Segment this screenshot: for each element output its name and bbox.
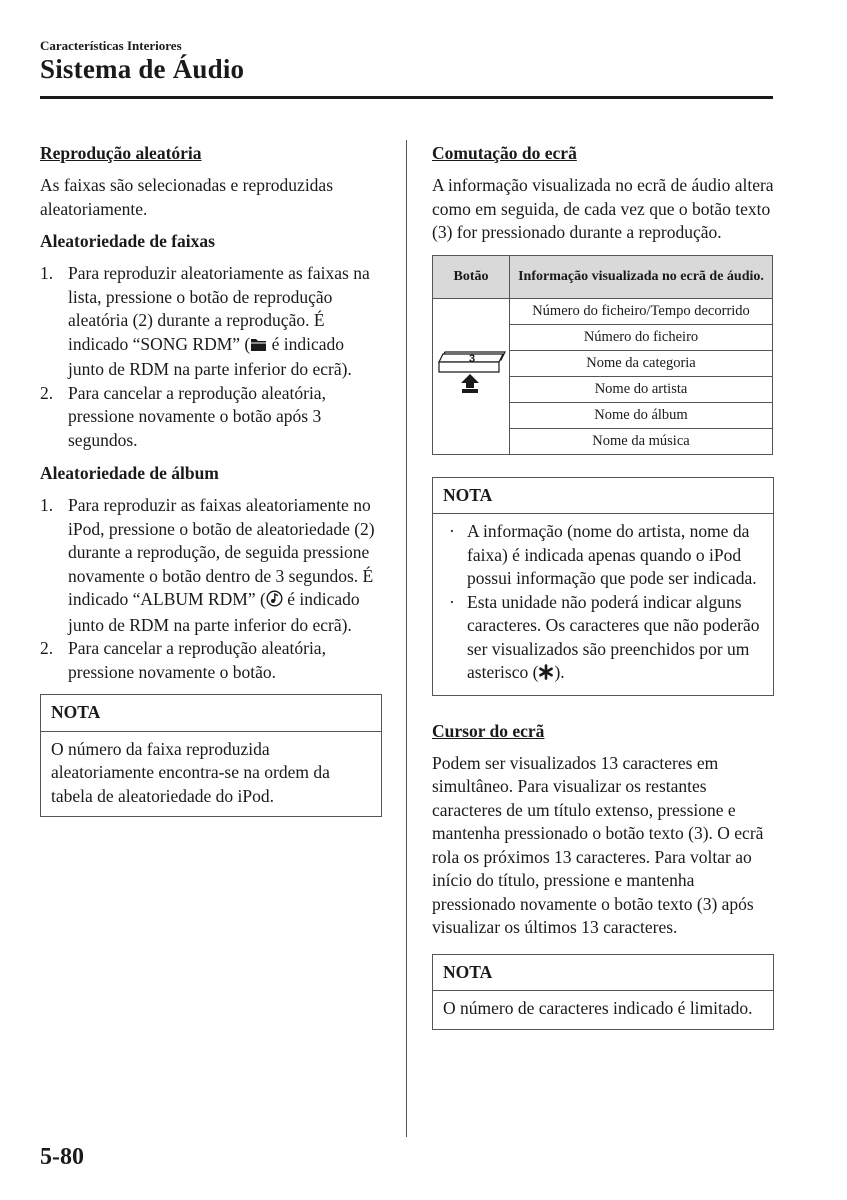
random-playback-heading: Reprodução aleatória bbox=[40, 143, 202, 163]
list-item bbox=[40, 262, 382, 382]
album-random-steps bbox=[40, 494, 382, 684]
step-number: 1. bbox=[40, 495, 54, 515]
asterisk-icon bbox=[538, 663, 554, 687]
track-random-heading: Aleatoriedade de faixas bbox=[40, 231, 215, 251]
note-box bbox=[432, 954, 774, 1030]
text-button-icon bbox=[433, 342, 509, 402]
text-button-label: 3 bbox=[469, 352, 476, 365]
table-cell: Nome do artista bbox=[510, 376, 773, 402]
bullet-mark: · bbox=[449, 521, 455, 541]
display-switch-intro: A informação visualizada no ecrã de áudio altera como em seguida, de cada vez que o botão texto (3) for pressionado durante a reprodução. bbox=[432, 175, 774, 242]
step-text-end: é indicado junto de RDM na parte inferior do ecrã). bbox=[68, 333, 352, 379]
random-playback-intro: As faixas são selecionadas e reproduzidas aleatoriamente. bbox=[40, 175, 334, 219]
step-number: 2. bbox=[40, 382, 54, 403]
display-switch-heading: Comutação do ecrã bbox=[432, 143, 577, 163]
table-cell: Nome do álbum bbox=[510, 402, 773, 428]
step-text-start: Para reproduzir aleatoriamente as faixas na lista, pressione o botão de reprodução aleatória (2) durante a reprodução. É indicado “SONG RDM” ( bbox=[68, 263, 370, 354]
display-cursor-heading: Cursor do ecrã bbox=[432, 720, 545, 741]
list-item bbox=[40, 382, 382, 453]
folder-icon bbox=[250, 335, 267, 359]
step-number: 1. bbox=[40, 263, 54, 283]
bullet-text bbox=[467, 591, 763, 687]
note-title: NOTA bbox=[41, 695, 381, 732]
note-text: O número de caracteres indicado é limitado. bbox=[443, 998, 753, 1018]
list-item bbox=[40, 494, 382, 637]
page-number: 5-80 bbox=[40, 1144, 84, 1170]
header-divider bbox=[40, 96, 773, 99]
step-text: Para cancelar a reprodução aleatória, pressione novamente o botão. bbox=[68, 638, 326, 682]
bullet-mark: · bbox=[449, 591, 455, 612]
step-text bbox=[68, 494, 382, 637]
album-random-heading: Aleatoriedade de álbum bbox=[40, 463, 219, 483]
step-text: Para cancelar a reprodução aleatória, pressione novamente o botão após 3 segundos. bbox=[68, 382, 326, 450]
bullet-text-start: Esta unidade não poderá indicar alguns caracteres. Os caracteres que não poderão ser visualizados são preenchidos por um asterisco ( bbox=[467, 591, 760, 682]
note-bullets bbox=[433, 514, 773, 695]
left-column bbox=[40, 142, 382, 827]
display-cursor-text: Podem ser visualizados 13 caracteres em simultâneo. Para visualizar os restantes caracteres de um título extenso, pressione e mantenha pressionado o botão texto (3). O ecrã rola os próximos 13 caracteres. Para voltar ao início do título, pressione e mantenha pressionado novamente o botão texto (3) após visualizar os últimos 13 caracteres. bbox=[432, 752, 764, 937]
table-cell: Número do ficheiro bbox=[510, 324, 773, 350]
table-header-info: Informação visualizada no ecrã de áudio. bbox=[510, 255, 773, 298]
list-item bbox=[443, 591, 763, 687]
step-text-start: Para reproduzir as faixas aleatoriamente no iPod, pressione o botão de aleatoriedade (2) durante a reprodução, de seguida pressione novamente o botão dentro de 3 segundos. É indicado “ALBUM RDM” ( bbox=[68, 495, 375, 609]
note-title: NOTA bbox=[433, 478, 773, 515]
column-divider bbox=[406, 140, 407, 1137]
display-info-table bbox=[432, 255, 773, 455]
page-title: Sistema de Áudio bbox=[40, 54, 245, 84]
right-column bbox=[432, 142, 774, 1040]
table-row bbox=[433, 298, 773, 324]
bullet-text: A informação (nome do artista, nome da faixa) é indicada apenas quando o iPod possui informação que pode ser indicada. bbox=[467, 521, 757, 588]
note-text: O número da faixa reproduzida aleatoriamente encontra-se na ordem da tabela de aleatoriedade do iPod. bbox=[51, 738, 330, 806]
step-number: 2. bbox=[40, 638, 54, 658]
text-button-illustration bbox=[433, 298, 510, 454]
step-text bbox=[68, 262, 382, 382]
track-random-steps bbox=[40, 262, 382, 452]
table-cell: Número do ficheiro/Tempo decorrido bbox=[510, 298, 773, 324]
table-cell: Nome da música bbox=[510, 428, 773, 454]
bullet-text-end: ). bbox=[554, 662, 565, 682]
table-header-button: Botão bbox=[433, 255, 510, 298]
note-box bbox=[40, 694, 382, 817]
section-label: Características Interiores bbox=[40, 38, 182, 53]
music-disc-icon bbox=[266, 590, 283, 614]
step-text-end: é indicado junto de RDM na parte inferior do ecrã). bbox=[68, 589, 360, 635]
list-item bbox=[443, 520, 763, 591]
note-box bbox=[432, 477, 774, 696]
table-cell: Nome da categoria bbox=[510, 350, 773, 376]
list-item bbox=[40, 637, 382, 684]
note-title: NOTA bbox=[433, 955, 773, 992]
